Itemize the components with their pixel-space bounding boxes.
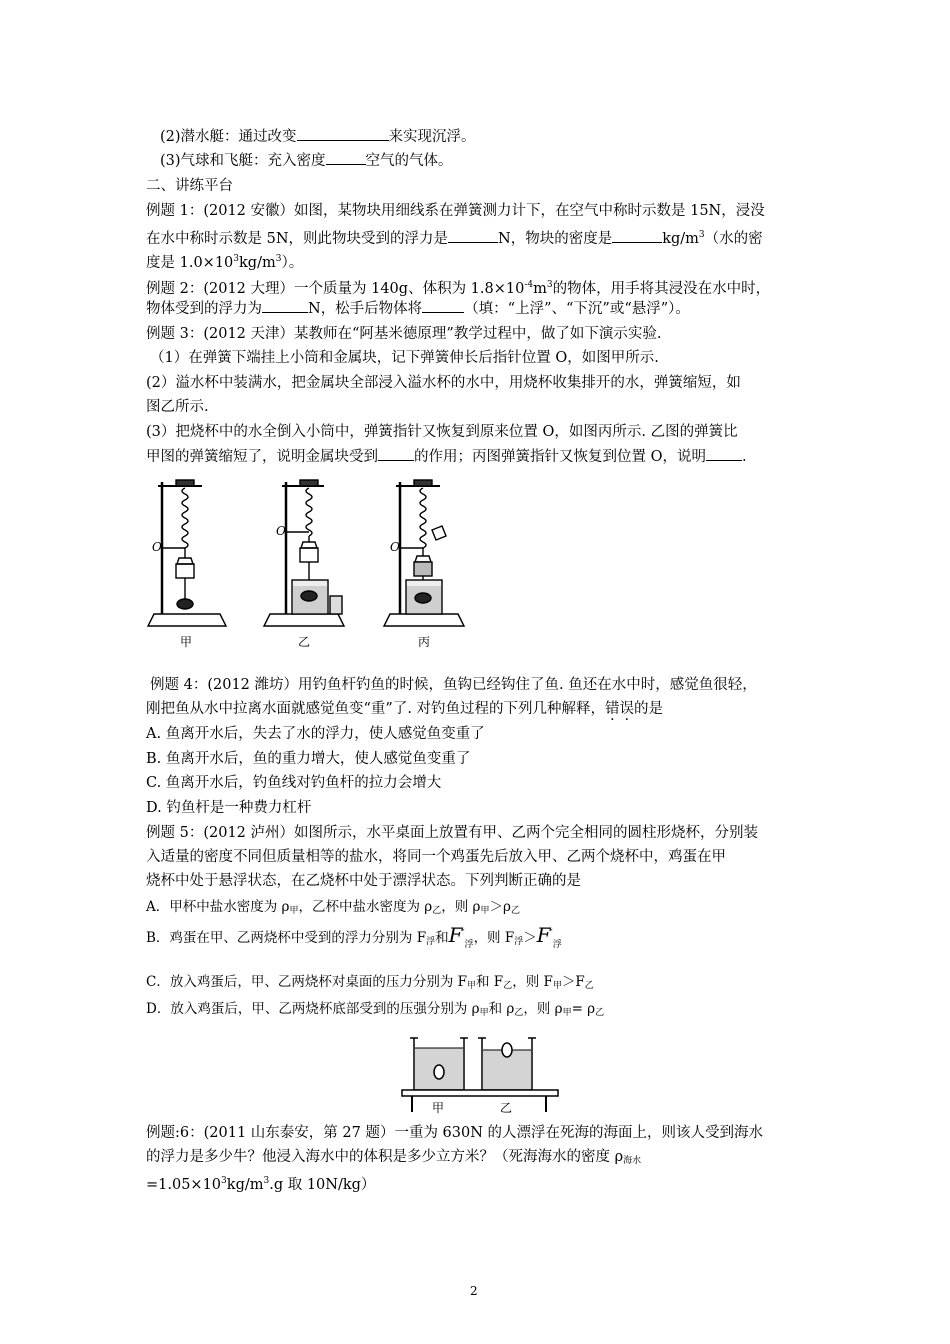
- pointer-label: O: [152, 540, 162, 554]
- section-heading: 二、讲练平台: [146, 178, 233, 194]
- page-number: 2: [470, 1284, 478, 1298]
- f-float-prime: $F'_浮$: [536, 923, 562, 950]
- example-3-line: (3）把烧杯中的水全倒入小筒中，弹簧指针又恢复到原来位置 O，如图丙所示. 乙图的弹簧比: [146, 424, 738, 440]
- example-3-line: （1）在弹簧下端挂上小筒和金属块，记下弹簧伸长后指针位置 O，如图甲所示.: [150, 350, 659, 366]
- example-5-line: 入适量的密度不同但质量相等的盐水，将同一个鸡蛋先后放入甲、乙两个烧杯中，鸡蛋在甲: [146, 849, 726, 865]
- example-4-line: 例题 4：(2012 潍坊）用钓鱼杆钓鱼的时候，鱼钩已经钩住了鱼. 鱼还在水中时，感觉鱼很轻，: [150, 677, 757, 693]
- example-3-line: 甲图的弹簧缩短了，说明金属块受到 的作用；丙图弹簧指针又恢复到位置 O，说明 .: [146, 446, 816, 468]
- answer-blank: [448, 228, 498, 243]
- line-submarine: (2)潜水艇：通过改变 来实现沉浮。: [160, 126, 830, 148]
- answer-blank: [326, 150, 366, 165]
- figure-label-bing: 丙: [418, 635, 431, 649]
- example-3-line: (2）溢水杯中装满水，把金属块全部浸入溢水杯的水中，用烧杯收集排开的水，弹簧缩短，如: [146, 375, 741, 391]
- option-d: D．放入鸡蛋后，甲、乙两烧杯底部受到的压强分别为 $\rho_甲$和 $\rho_乙$，则 $\rho_甲= \rho_乙$: [146, 1001, 605, 1018]
- answer-blank: [262, 298, 308, 313]
- answer-blank: [378, 446, 414, 461]
- beaker-jia: [410, 1038, 468, 1090]
- answer-blank: [422, 298, 464, 313]
- beakers-figure: [400, 1036, 560, 1114]
- apparatus-yi: [264, 480, 344, 626]
- example-6-line: 例题:6：(2011 山东泰安，第 27 题）一重为 630N 的人漂浮在死海的海面上，则该人受到海水: [146, 1125, 764, 1141]
- figure-label-jia: 甲: [432, 1101, 445, 1114]
- beaker-yi: [478, 1038, 536, 1090]
- example-6-line: 的浮力是多少牛？他浸入海水中的体积是多少立方米？（死海海水的密度 $\rho_{海水}$: [146, 1149, 642, 1166]
- example-6-line: $=1.05\times 10^3kg/m^3.g$ 取 10N/kg）: [146, 1176, 376, 1193]
- example-5-line: 例题 5：(2012 泸州）如图所示，水平桌面上放置有甲、乙两个完全相同的圆柱形烧杯，分别装: [146, 825, 758, 841]
- option-b: B．鸡蛋在甲、乙两烧杯中受到的浮力分别为 $F_浮$和$F'_浮$，则 $F_浮>F'_浮$: [146, 923, 562, 950]
- example-4-line: 刚把鱼从水中拉离水面就感觉鱼变“重”了. 对钓鱼过程的下列几种解释，错误的是: [146, 701, 664, 717]
- example-5-line: 烧杯中处于悬浮状态，在乙烧杯中处于漂浮状态。下列判断正确的是: [146, 873, 581, 889]
- spring-scale-figure: [146, 476, 466, 650]
- example-2-line: 例题 2：(2012 大理）一个质量为 140g、体积为 $1.8\times 10^{-4}m^3$的物体，用手将其浸没在水中时，: [146, 280, 771, 297]
- example-1-line: 例题 1：(2012 安徽）如图，某物块用细线系在弹簧测力计下，在空气中称时示数是 15N，浸没: [146, 203, 765, 219]
- example-1-line: 度是 $1.0\times 10^3kg/m^3$）。: [146, 254, 304, 271]
- option-d: D. 钓鱼杆是一种费力杠杆: [146, 800, 312, 816]
- example-1-line: 在水中称时示数是 5N，则此物块受到的浮力是 N，物块的密度是 $kg/m^3$（水的密: [146, 230, 763, 247]
- table-top: [402, 1090, 558, 1096]
- pointer-label: O: [390, 540, 400, 554]
- option-b: B. 鱼离开水后，鱼的重力增大，使人感觉鱼变重了: [146, 751, 471, 767]
- figure-label-yi: 乙: [298, 635, 311, 649]
- pointer-label: O: [276, 524, 286, 538]
- option-c: C．放入鸡蛋后，甲、乙两烧杯对桌面的压力分别为 $F_甲$和 $F_乙$，则 $F_甲>F_乙$: [146, 974, 594, 991]
- example-3-line: 例题 3：(2012 天津）某教师在“阿基米德原理”教学过程中，做了如下演示实验.: [146, 326, 662, 342]
- example-2-line: 物体受到的浮力为 N，松手后物体将 （填：“上浮”、“下沉”或“悬浮”）。: [146, 298, 816, 320]
- answer-blank: [706, 446, 742, 461]
- answer-blank: [612, 228, 662, 243]
- figure-label-yi: 乙: [500, 1101, 513, 1114]
- option-c: C. 鱼离开水后，钓鱼线对钓鱼杆的拉力会增大: [146, 775, 442, 791]
- example-3-line: 图乙所示.: [146, 399, 209, 415]
- answer-blank: [297, 126, 389, 141]
- option-a: A．甲杯中盐水密度为 $\rho_甲$，乙杯中盐水密度为 $\rho_乙$，则 $\rho_甲>\rho_乙$: [146, 899, 520, 916]
- line-balloon: (3)气球和飞艇：充入密度 空气的气体。: [160, 150, 830, 172]
- option-a: A. 鱼离开水后，失去了水的浮力，使人感觉鱼变重了: [146, 726, 485, 742]
- f-float-prime: $F'_浮$: [448, 923, 474, 950]
- figure-label-jia: 甲: [180, 635, 193, 649]
